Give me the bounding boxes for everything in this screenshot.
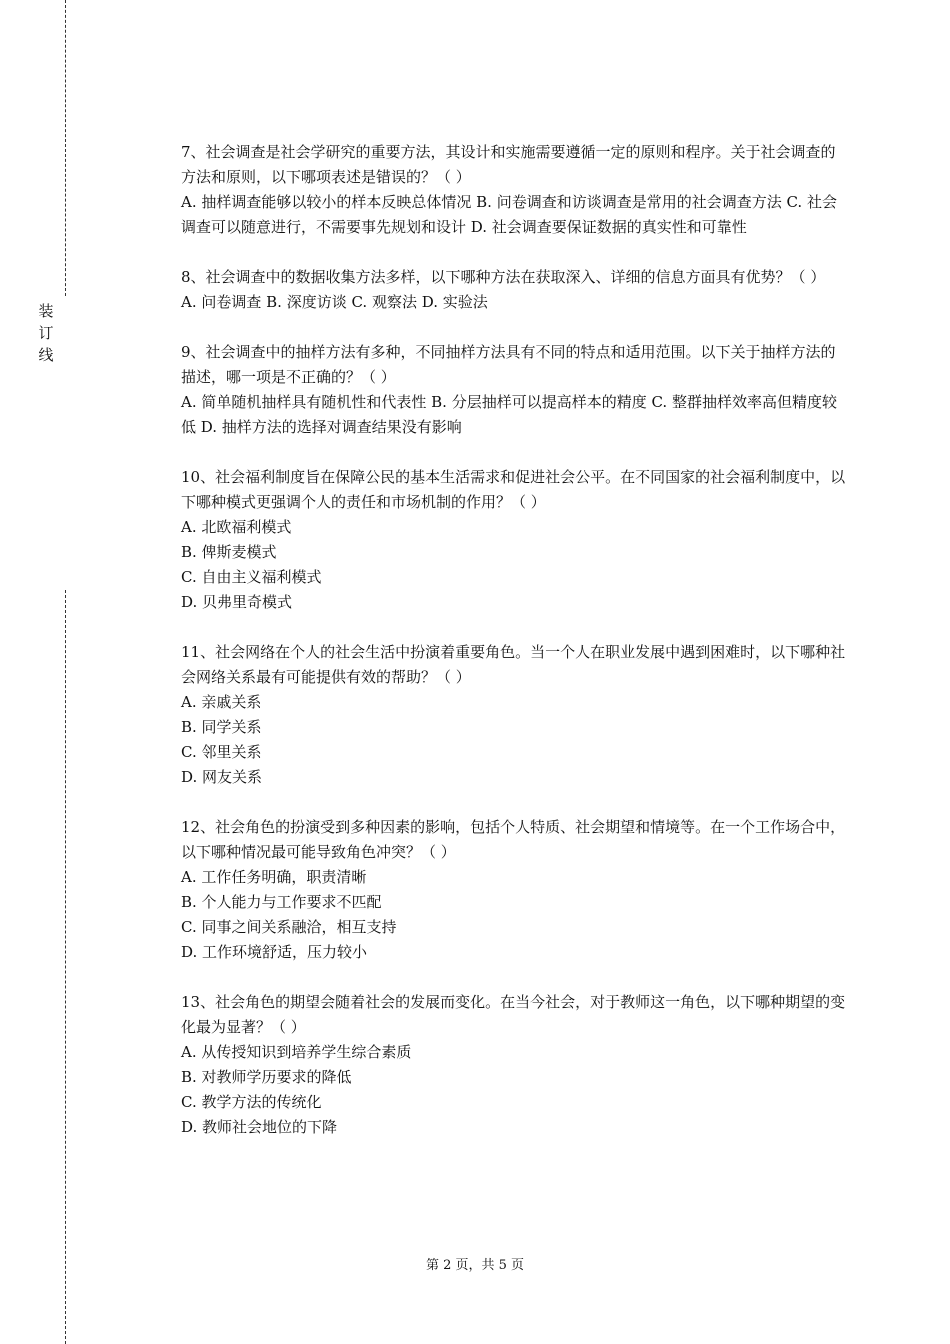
option-d: D. 工作环境舒适，压力较小	[181, 943, 368, 961]
option-b: B. 俾斯麦模式	[181, 543, 277, 561]
page-footer	[0, 1256, 950, 1276]
question-stem: 10、社会福利制度旨在保障公民的基本生活需求和促进社会公平。在不同国家的社会福利制度中，以下哪种模式更强调个人的责任和市场机制的作用？（ ）	[181, 468, 846, 511]
question-stem: 9、社会调查中的抽样方法有多种，不同抽样方法具有不同的特点和适用范围。以下关于抽样方法的描述，哪一项是不正确的？（ ）	[181, 343, 836, 386]
binding-label	[35, 300, 57, 366]
question-options: A. 问卷调查 B. 深度访谈 C. 观察法 D. 实验法	[181, 293, 488, 311]
question-list	[181, 140, 846, 1165]
question-options: A. 抽样调查能够以较小的样本反映总体情况 B. 问卷调查和访谈调查是常用的社会调查方法 C. 社会调查可以随意进行，不需要事先规划和设计 D. 社会调查要保证数据的真实性和可靠性	[181, 193, 837, 236]
option-d: D. 贝弗里奇模式	[181, 593, 293, 611]
question-12	[181, 815, 846, 965]
option-d: D. 教师社会地位的下降	[181, 1118, 338, 1136]
question-stem: 7、社会调查是社会学研究的重要方法，其设计和实施需要遵循一定的原则和程序。关于社会调查的方法和原则，以下哪项表述是错误的？（ ）	[181, 143, 836, 186]
question-stem: 11、社会网络在个人的社会生活中扮演着重要角色。当一个人在职业发展中遇到困难时，以下哪种社会网络关系最有可能提供有效的帮助？（ ）	[181, 643, 846, 686]
question-options: A. 简单随机抽样具有随机性和代表性 B. 分层抽样可以提高样本的精度 C. 整群抽样效率高但精度较低 D. 抽样方法的选择对调查结果没有影响	[181, 393, 837, 436]
binding-char: 线	[38, 346, 54, 364]
page-number: 第 2 页，共 5 页	[425, 1258, 525, 1273]
binding-char: 订	[38, 324, 54, 342]
option-a: A. 从传授知识到培养学生综合素质	[181, 1043, 412, 1061]
option-c: C. 邻里关系	[181, 743, 262, 761]
option-b: B. 同学关系	[181, 718, 262, 736]
question-8	[181, 265, 846, 315]
question-13	[181, 990, 846, 1140]
question-7	[181, 140, 846, 240]
question-stem: 12、社会角色的扮演受到多种因素的影响，包括个人特质、社会期望和情境等。在一个工作场合中，以下哪种情况最可能导致角色冲突？（ ）	[181, 818, 846, 861]
option-a: A. 工作任务明确，职责清晰	[181, 868, 367, 886]
question-11	[181, 640, 846, 790]
option-c: C. 同事之间关系融洽，相互支持	[181, 918, 397, 936]
question-10	[181, 465, 846, 615]
binding-line-top	[65, 0, 66, 296]
question-stem: 8、社会调查中的数据收集方法多样，以下哪种方法在获取深入、详细的信息方面具有优势？（ ）	[181, 268, 826, 286]
question-stem: 13、社会角色的期望会随着社会的发展而变化。在当今社会，对于教师这一角色，以下哪种期望的变化最为显著？（ ）	[181, 993, 846, 1036]
option-b: B. 个人能力与工作要求不匹配	[181, 893, 382, 911]
option-c: C. 自由主义福利模式	[181, 568, 322, 586]
binding-char: 装	[38, 302, 54, 320]
option-a: A. 北欧福利模式	[181, 518, 292, 536]
option-b: B. 对教师学历要求的降低	[181, 1068, 352, 1086]
option-d: D. 网友关系	[181, 768, 263, 786]
option-a: A. 亲戚关系	[181, 693, 262, 711]
question-9	[181, 340, 846, 440]
option-c: C. 教学方法的传统化	[181, 1093, 322, 1111]
binding-line-bottom	[65, 590, 66, 1344]
